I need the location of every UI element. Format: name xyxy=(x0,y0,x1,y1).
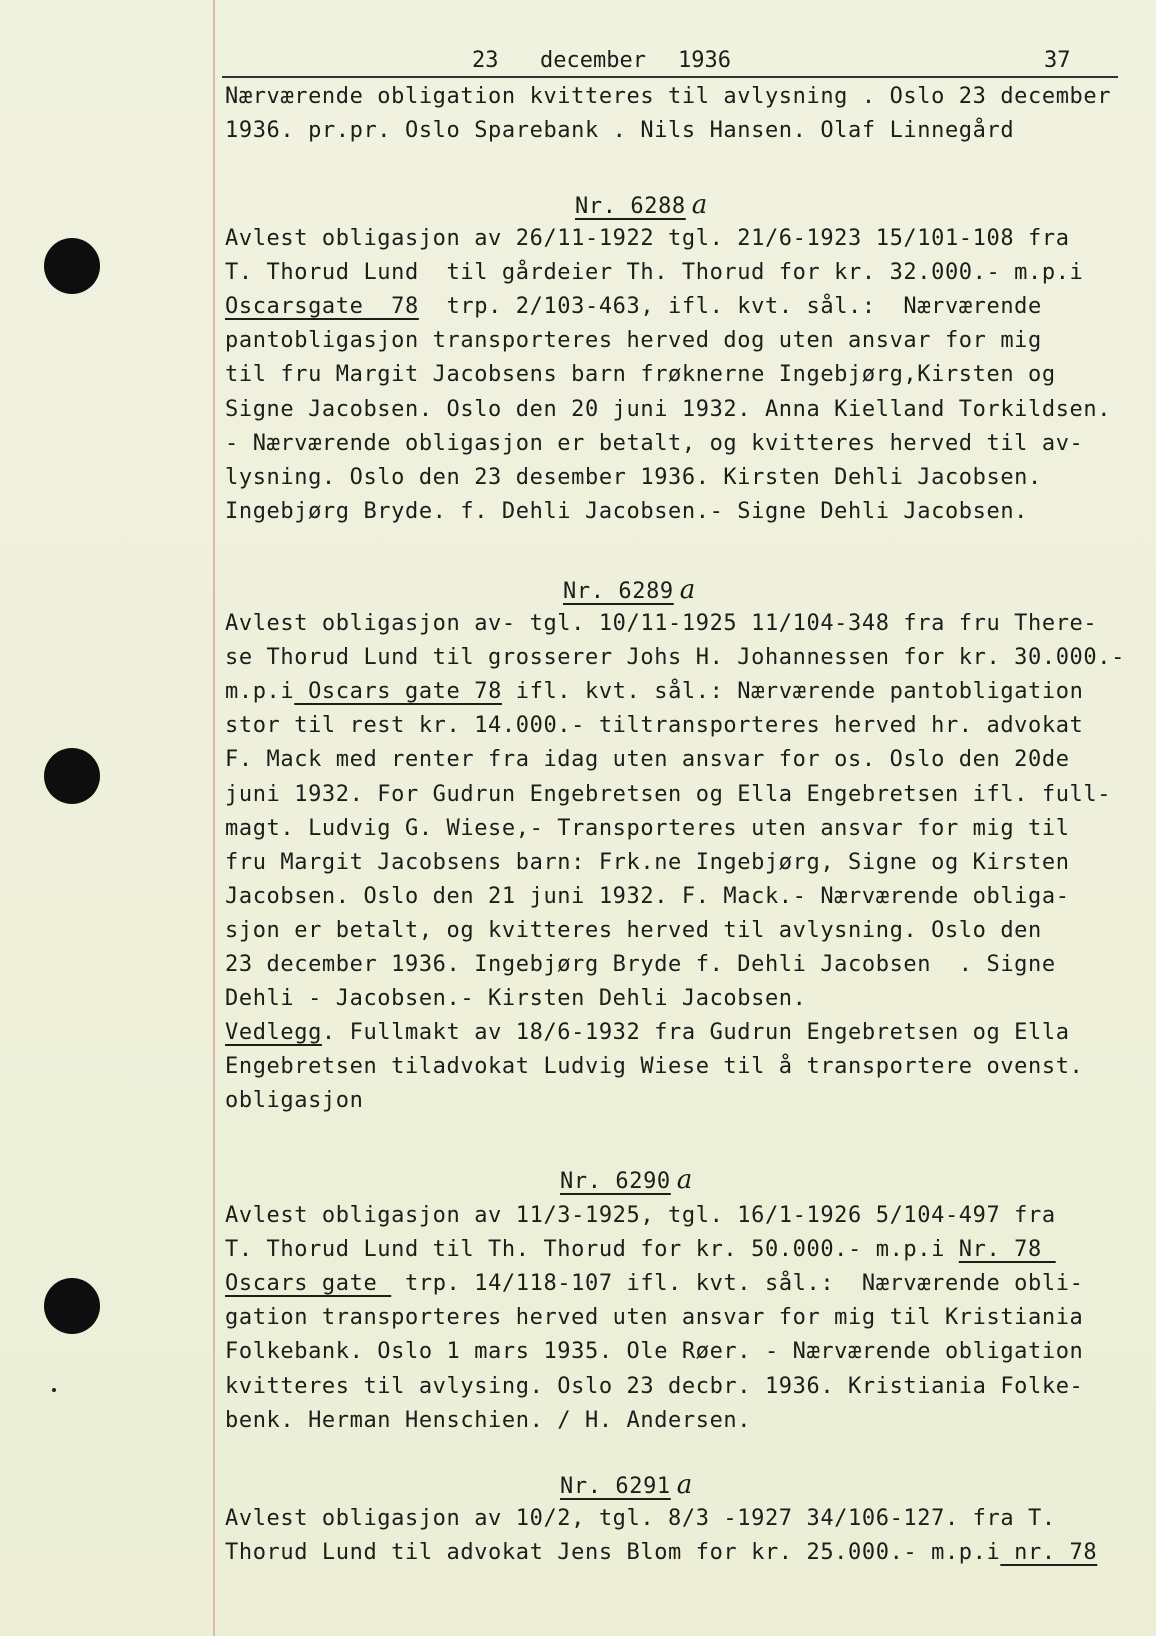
entry-number-label: Nr. 6289 xyxy=(563,579,674,604)
underlined-text: nr. 78 xyxy=(1000,1540,1098,1565)
entry-line: til fru Margit Jacobsens barn frøknerne Ingebjørg,Kirsten og xyxy=(225,362,1056,387)
entry-line: magt. Ludvig G. Wiese,- Transporteres uten ansvar for mig til xyxy=(225,816,1070,841)
entry-number-label: Nr. 6291 xyxy=(560,1474,671,1499)
entry-line: sjon er betalt, og kvitteres herved til avlysning. Oslo den xyxy=(225,918,1042,943)
entry-line: T. Thorud Lund til Th. Thorud for kr. 50.000.- m.p.i Nr. 78 xyxy=(225,1237,1056,1262)
underlined-text: Oscars gate xyxy=(225,1271,392,1296)
entry-line: Signe Jacobsen. Oslo den 20 juni 1932. Anna Kielland Torkildsen. xyxy=(225,397,1112,422)
handwritten-mark: a xyxy=(679,575,696,605)
entry-line: Avlest obligasjon av 26/11-1922 tgl. 21/6-1923 15/101-108 fra xyxy=(225,226,1070,251)
handwritten-mark: a xyxy=(691,190,708,220)
underlined-text: Oscarsgate 78 xyxy=(225,294,419,319)
entry-line: Engebretsen tiladvokat Ludvig Wiese til å transportere ovenst. xyxy=(225,1054,1084,1079)
entry-line: Vedlegg. Fullmakt av 18/6-1932 fra Gudrun Engebretsen og Ella xyxy=(225,1020,1070,1045)
entry-line: gation transporteres herved uten ansvar for mig til Kristiania xyxy=(225,1305,1084,1330)
entry-line: m.p.i Oscars gate 78 ifl. kvt. sål.: Nærværende pantobligation xyxy=(225,679,1084,704)
handwritten-mark: a xyxy=(676,1165,693,1195)
header-year: 1936 xyxy=(678,48,731,73)
ink-speck xyxy=(52,1388,56,1392)
entry-line: Folkebank. Oslo 1 mars 1935. Ole Røer. - Nærværende obligation xyxy=(225,1339,1084,1364)
intro-line: Nærværende obligation kvitteres til avlysning . Oslo 23 december xyxy=(225,84,1112,109)
entry-line: Thorud Lund til advokat Jens Blom for kr. 25.000.- m.p.i nr. 78 xyxy=(225,1540,1098,1565)
entry-number xyxy=(575,188,708,224)
entry-number xyxy=(560,1163,693,1199)
entry-line: Avlest obligasjon av 10/2, tgl. 8/3 -1927 34/106-127. fra T. xyxy=(225,1506,1056,1531)
punch-hole-middle xyxy=(44,748,100,804)
entry-line: T. Thorud Lund til gårdeier Th. Thorud for kr. 32.000.- m.p.i xyxy=(225,260,1084,285)
entry-line: kvitteres til avlysing. Oslo 23 decbr. 1936. Kristiania Folke- xyxy=(225,1374,1084,1399)
margin-rule xyxy=(213,0,215,1636)
page-number: 37 xyxy=(1044,48,1071,73)
header-day: 23 xyxy=(472,48,499,73)
intro-line: 1936. pr.pr. Oslo Sparebank . Nils Hansen. Olaf Linnegård xyxy=(225,118,1015,143)
entry-line: Dehli - Jacobsen.- Kirsten Dehli Jacobsen. xyxy=(225,986,807,1011)
entry-line: - Nærværende obligasjon er betalt, og kvitteres herved til av- xyxy=(225,431,1084,456)
entry-line: Avlest obligasjon av- tgl. 10/11-1925 11/104-348 fra fru There- xyxy=(225,611,1098,636)
underlined-text: Nr. 78 xyxy=(958,1237,1056,1262)
entry-line: Avlest obligasjon av 11/3-1925, tgl. 16/1-1926 5/104-497 fra xyxy=(225,1203,1056,1228)
entry-line: F. Mack med renter fra idag uten ansvar for os. Oslo den 20de xyxy=(225,747,1070,772)
handwritten-mark: a xyxy=(676,1470,693,1500)
underlined-text: Oscars gate 78 xyxy=(294,679,502,704)
entry-line: Oscars gate trp. 14/118-107 ifl. kvt. sål.: Nærværende obli- xyxy=(225,1271,1084,1296)
entry-line: stor til rest kr. 14.000.- tiltransporteres herved hr. advokat xyxy=(225,713,1084,738)
entry-line: 23 december 1936. Ingebjørg Bryde f. Dehli Jacobsen . Signe xyxy=(225,952,1056,977)
entry-line: se Thorud Lund til grosserer Johs H. Johannessen for kr. 30.000.- xyxy=(225,645,1125,670)
entry-line: Ingebjørg Bryde. f. Dehli Jacobsen.- Signe Dehli Jacobsen. xyxy=(225,499,1029,524)
entry-line: Oscarsgate 78 trp. 2/103-463, ifl. kvt. sål.: Nærværende xyxy=(225,294,1042,319)
punch-hole-top xyxy=(44,238,100,294)
entry-number xyxy=(563,573,696,609)
header-month: december xyxy=(540,48,646,73)
entry-number xyxy=(560,1468,693,1504)
entry-line: obligasjon xyxy=(225,1088,364,1113)
entry-line: benk. Herman Henschien. / H. Andersen. xyxy=(225,1408,752,1433)
entry-line: lysning. Oslo den 23 desember 1936. Kirsten Dehli Jacobsen. xyxy=(225,465,1042,490)
underlined-text: Vedlegg xyxy=(225,1020,322,1045)
entry-line: fru Margit Jacobsens barn: Frk.ne Ingebjørg, Signe og Kirsten xyxy=(225,850,1070,875)
punch-hole-bottom xyxy=(44,1278,100,1334)
entry-line: Jacobsen. Oslo den 21 juni 1932. F. Mack.- Nærværende obliga- xyxy=(225,884,1070,909)
entry-number-label: Nr. 6290 xyxy=(560,1169,671,1194)
entry-line: pantobligasjon transporteres herved dog uten ansvar for mig xyxy=(225,328,1042,353)
entry-number-label: Nr. 6288 xyxy=(575,194,686,219)
entry-line: juni 1932. For Gudrun Engebretsen og Ella Engebretsen ifl. full- xyxy=(225,782,1112,807)
page-header xyxy=(222,42,1118,78)
